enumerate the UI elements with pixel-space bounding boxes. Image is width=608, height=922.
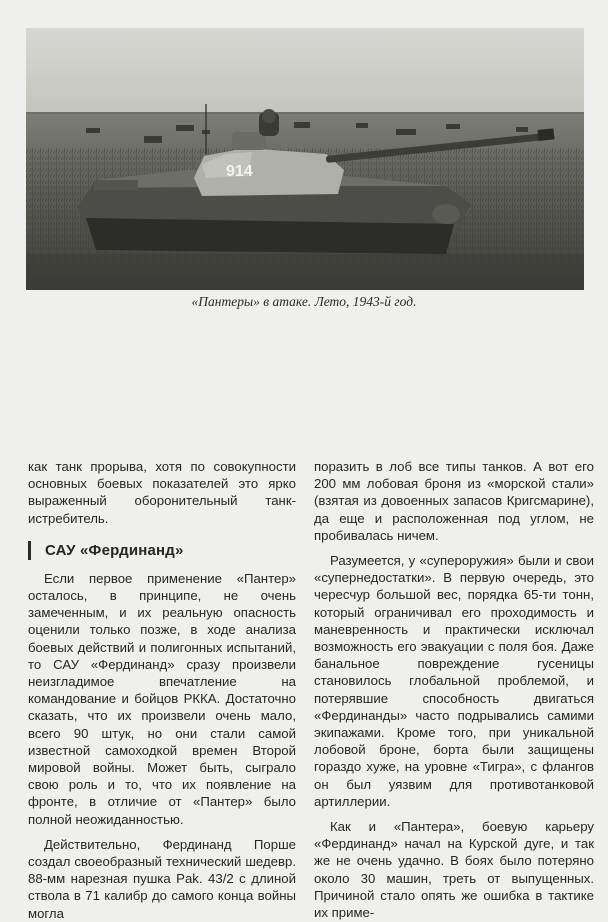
- body-paragraph: Разумеется, у «супероружия» были и свои «супернедостатки». В первую очередь, это чересчур большой вес, порядка 65-ти тонн, который ограничивал его проходимость и маневренность и практически исключал возможность его эвакуации с поля боя. Даже банальное повреждение гусеницы становилось глобальной проблемой, и потерявшие способность двигаться «Фердинанды» часто подрывались самими экипажами. Кроме того, при уникальной лобовой броне, борта были защищены гораздо хуже, на уровне «Тигра», с флангов он был уязвим для противотанковой артиллерии.: [314, 553, 594, 809]
- turret-number: 914: [226, 163, 253, 180]
- section-heading: САУ «Фердинанд»: [28, 541, 296, 560]
- body-paragraph: Если первое применение «Пантер» осталось, в принципе, не очень замеченным, и их реальную опасность оценили только позже, в ходе анализа боевых действий и полигонных испытаний, то САУ «Фердинанд» сразу произвели неизгладимое впечатление на командование и бойцов РККА. Достаточно сказать, что их произвели очень мало, всего 90 штук, но они стали самой известной самоходкой времен Второй мировой войны. Может быть, сыграло свою роль и то, что их появление на фронте, в отличие от «Пантер» было полной неожиданностью.: [28, 570, 296, 827]
- photo-caption: «Пантеры» в атаке. Лето, 1943-й год.: [191, 294, 417, 309]
- tank-photo: [26, 28, 584, 290]
- body-paragraph: Как и «Пантера», боевую карьеру «Фердинанд» начал на Курской дуге, и так же не очень удачно. В боях было потеряно около 30 машин, треть от выпущенных. Причиной стало опять же ошибка в тактике их приме-: [314, 819, 594, 921]
- sky: [26, 28, 584, 114]
- body-paragraph: Действительно, Фердинанд Порше создал своеобразный технический шедевр. 88-мм нарезная пушка Pak. 43/2 с длиной ствола в 71 калибр до самого конца войны могла: [28, 836, 296, 921]
- body-paragraph: поразить в лоб все типы танков. А вот его 200 мм лобовая броня из «морской стали» (взятая из довоенных запасов Кригсмарине), да еще и расположенная под углом, не пробивалась ничем.: [314, 459, 594, 543]
- intro-paragraph: как танк прорыва, хотя по совокупности основных боевых показателей это ярко выраженный оборонительный танк-истребитель.: [28, 459, 296, 526]
- right-column: [314, 458, 594, 921]
- left-column: [28, 458, 296, 922]
